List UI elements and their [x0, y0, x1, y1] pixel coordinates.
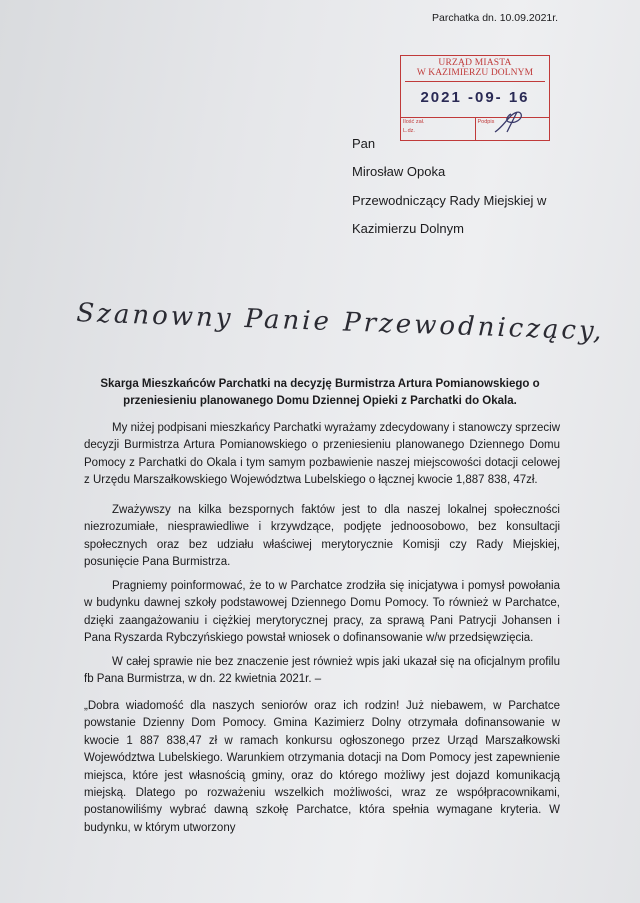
- handwritten-salutation: Szanowny Panie Przewodniczący,: [75, 298, 605, 347]
- stamp-office-line1: URZĄD MIASTA: [438, 58, 512, 68]
- paragraph-5-quote: „Dobra wiadomość dla naszych seniorów oraz ich rodzin! Już niebawem, w Parchatce powstanie Dzienny Dom Pomocy. Gmina Kazimierz Dolny otrzymała dofinansowanie w kwocie 1 887 838,47 zł w ramach konkursu ogłoszonego przez Urząd Marszałkowski Województwa Lubelskiego. Warunkiem otrzymania dotacji na Dom Pomocy jest zapewnienie miejsca, które jest własnością gminy, oraz do którego możliwy jest dojazd komunikacją miejską. Dlatego po rozważeniu wszelkich możliwości, wraz ze współpracownikami, postanowiliśmy wybrać dawną szkołę Parchatce, która spełnia wymagane kryteria. W budynku, w którym utworzony: [84, 700, 560, 834]
- paragraph-2: Zważywszy na kilka bezspornych faktów jest to dla naszej lokalnej społeczności niezrozumiałe, niesprawiedliwe i krzywdzące, podjęte jednoosobowo, bez konsultacji społecznych oraz bez udziału właściwej merytorycznie Komisji czy Rady Miejskiej, posunięcie Pana Burmistrza.: [84, 504, 560, 569]
- paragraph-1: My niżej podpisani mieszkańcy Parchatki wyrażamy zdecydowany i stanowczy sprzeciw decyzji Burmistrza Artura Pomianowskiego o przeniesieniu planowanego Dziennego Domu Pomocy z Parchatki do Okala i tym samym pozbawienie naszej miejscowości dotacji celowej z Urzędu Marszałkowskiego Województwa Lubelskiego o łącznej kwocie 1,887 838, 47zł.: [84, 422, 560, 487]
- stamp-date: 2021 -09- 16: [420, 89, 530, 106]
- addressee-line4: Kazimierzu Dolnym: [352, 221, 464, 236]
- addressee-line3: Przewodniczący Rady Miejskiej w: [352, 193, 547, 208]
- letter-title: Skarga Mieszkańców Parchatki na decyzję Burmistrza Artura Pomianowskiego o przeniesieniu planowanego Domu Dziennej Opieki z Parchatki do Okala.: [100, 378, 540, 407]
- letter-date: Parchatka dn. 10.09.2021r.: [432, 12, 559, 24]
- addressee-line1: Pan: [352, 136, 376, 151]
- stamp-signature-label: Podpis: [477, 119, 495, 125]
- stamp-office-line2: W KAZIMIERZU DOLNYM: [416, 68, 534, 78]
- addressee-line2: Mirosław Opoka: [352, 164, 446, 179]
- stamp-cell-attachments: [401, 118, 476, 140]
- stamp-attachments-label: Ilość zał.: [403, 119, 425, 125]
- signature-scribble: [493, 108, 527, 136]
- received-stamp: [400, 55, 550, 141]
- paragraph-3: Pragniemy poinformować, że to w Parchatce zrodziła się inicjatywa i pomysł powołania w budynku dawnej szkoły podstawowej Dziennego Domu Pomocy. To również w Parchatce, dzięki zaangażowaniu i ciężkiej merytorycznej pracy, za sprawą Pani Patrycji Johansen i Pana Ryszarda Rybczyńskiego powstał wniosek o dofinansowanie w/w przedsięwzięcia.: [84, 580, 560, 645]
- stamp-register-label: L.dz.: [403, 128, 415, 134]
- stamp-divider: [405, 81, 545, 82]
- paragraph-4: W całej sprawie nie bez znaczenie jest również wpis jaki ukazał się na oficjalnym profilu fb Pana Burmistrza, w dn. 22 kwietnia 2021r. –: [84, 656, 560, 686]
